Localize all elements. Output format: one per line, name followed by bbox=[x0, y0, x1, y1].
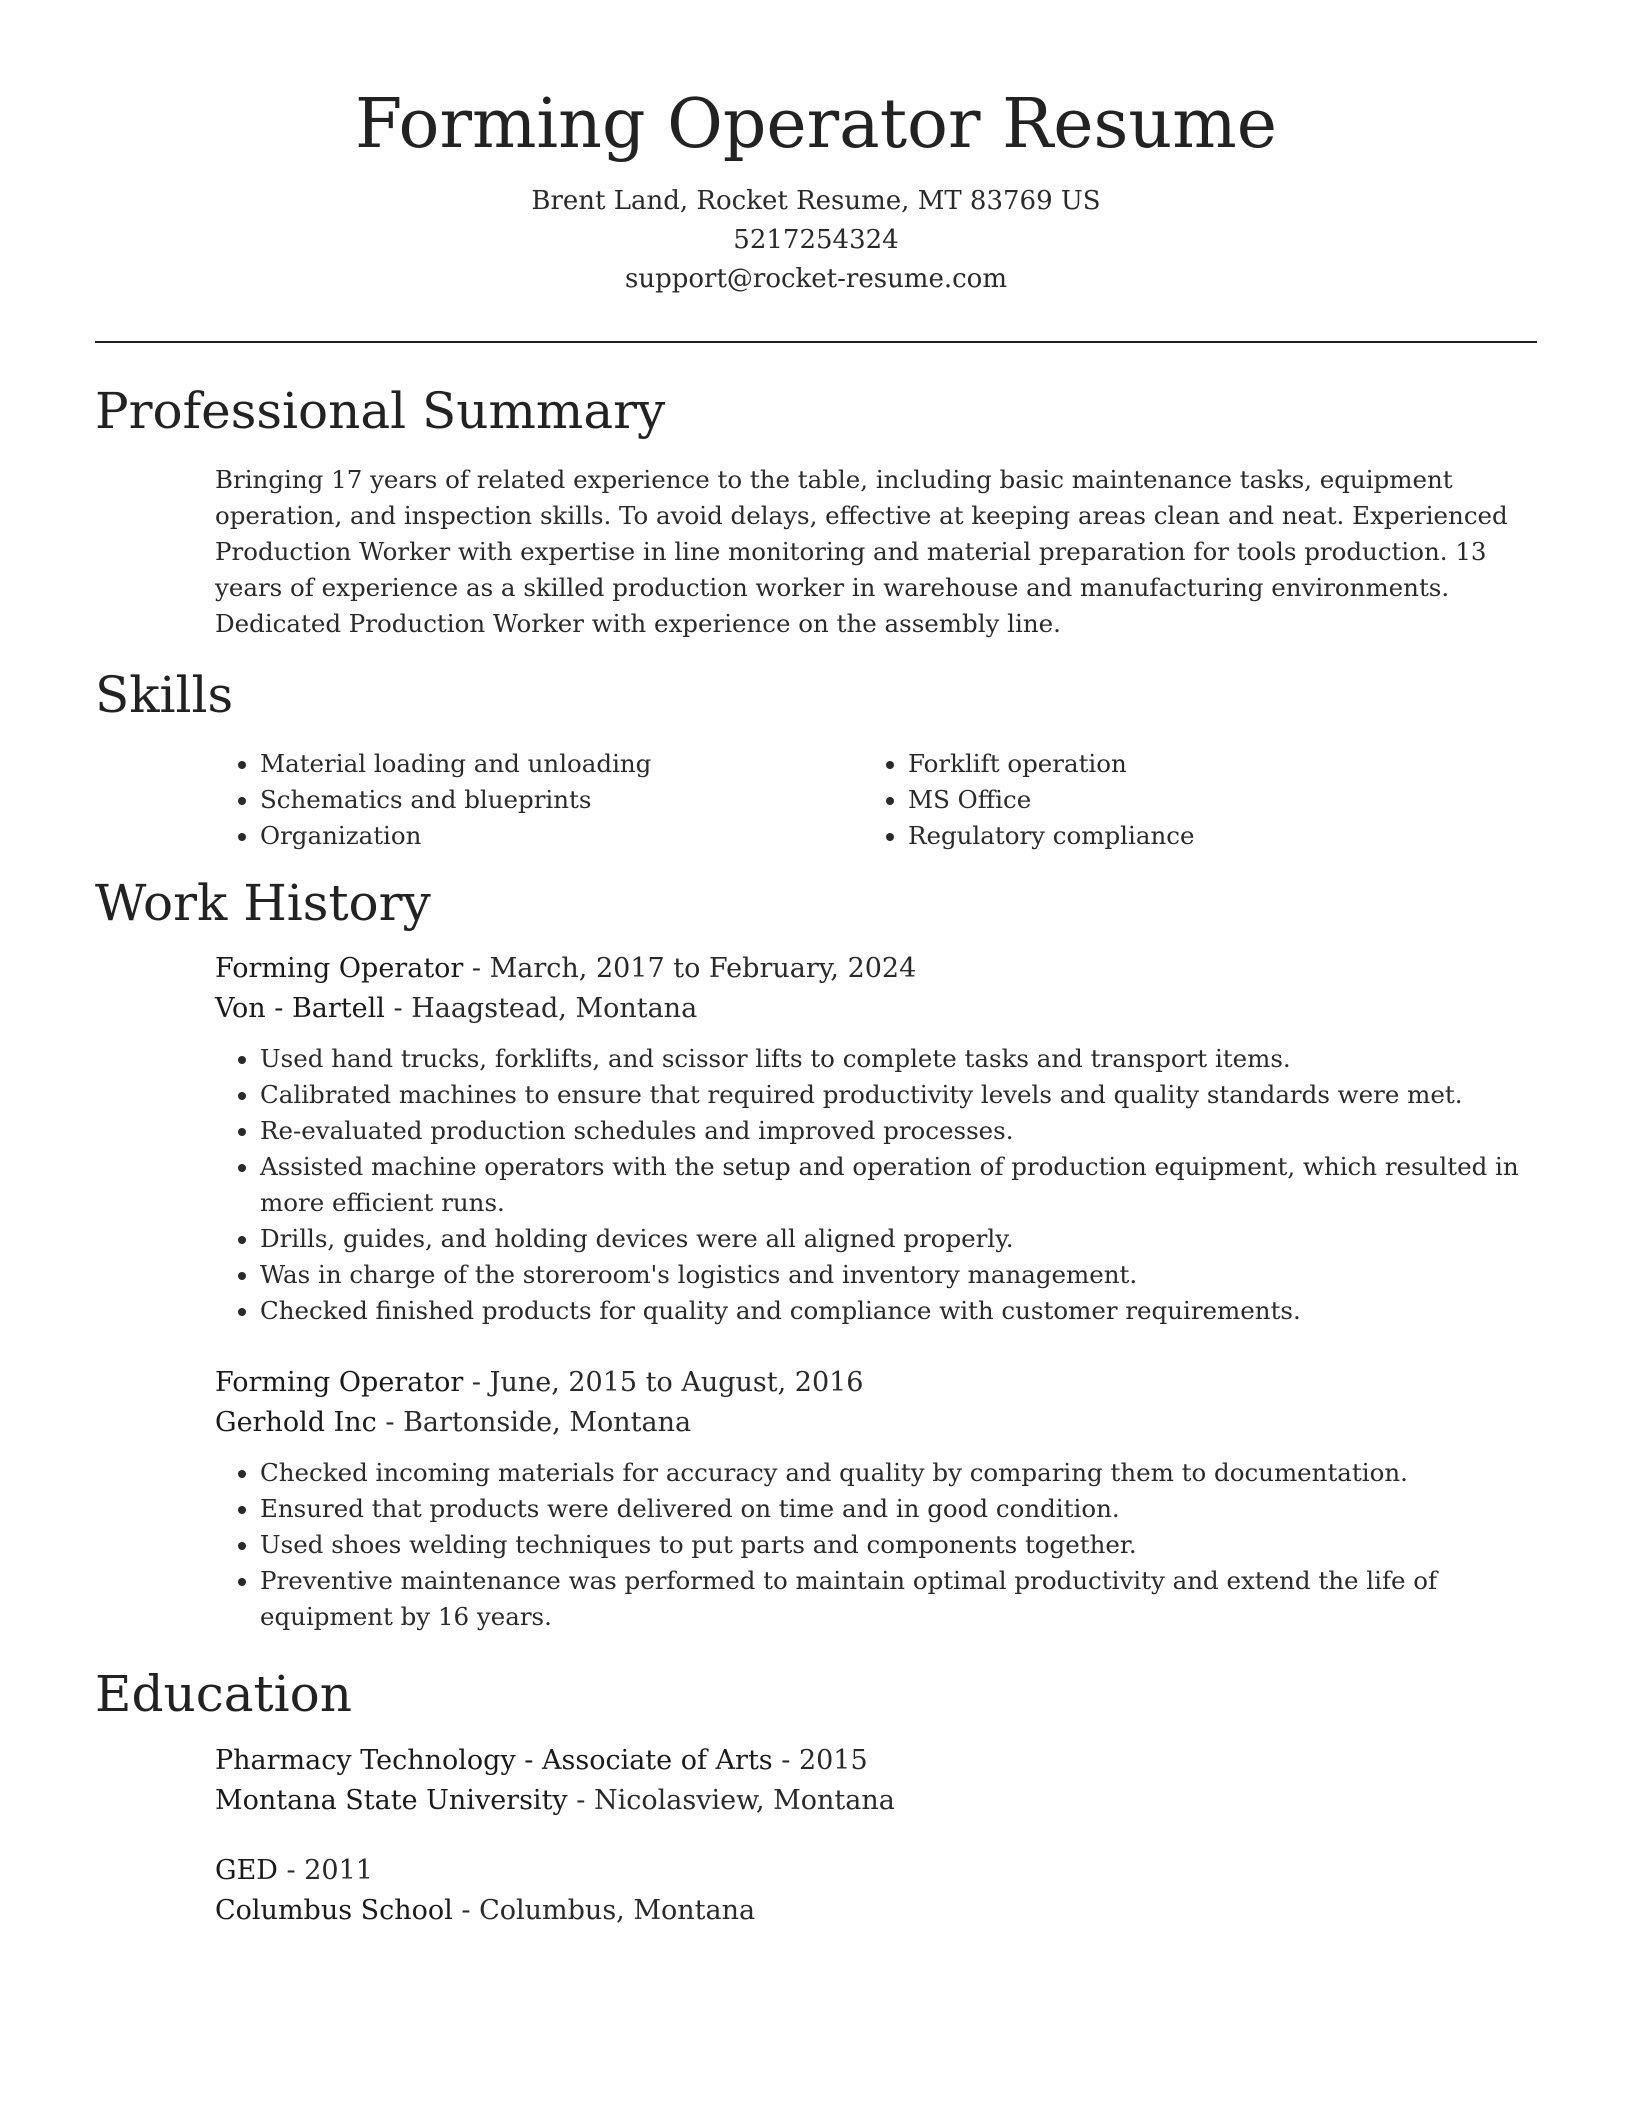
job-title-line bbox=[215, 1363, 1535, 1403]
job-company-line bbox=[215, 989, 1535, 1029]
education-entry bbox=[215, 1851, 1535, 1931]
job-entry bbox=[215, 1363, 1535, 1635]
edu-location: - Nicolasview, Montana bbox=[567, 1785, 895, 1816]
edu-degree: GED bbox=[215, 1855, 278, 1886]
job-role: Forming Operator bbox=[215, 1367, 464, 1398]
section-title-education: Education bbox=[95, 1665, 352, 1723]
job-location: - Bartonside, Montana bbox=[376, 1407, 692, 1438]
duty-item: • Preventive maintenance was performed to maintain optimal productivity and extend the life of equipment by 16 years. bbox=[260, 1563, 1535, 1635]
skill-item: • Regulatory compliance bbox=[908, 818, 1511, 854]
edu-degree-line bbox=[215, 1741, 1535, 1781]
duty-item: • Used shoes welding techniques to put parts and components together. bbox=[260, 1527, 1535, 1563]
contact-address: Brent Land, Rocket Resume, MT 83769 US bbox=[531, 186, 1101, 216]
job-title-line bbox=[215, 949, 1535, 989]
job-entry bbox=[215, 949, 1535, 1329]
edu-school-line bbox=[215, 1891, 1535, 1931]
duty-item: • Ensured that products were delivered on time and in good condition. bbox=[260, 1491, 1535, 1527]
edu-degree: Pharmacy Technology - Associate of Arts bbox=[215, 1745, 773, 1776]
skill-item: • Schematics and blueprints bbox=[260, 782, 863, 818]
edu-year: - 2015 bbox=[772, 1745, 868, 1776]
job-company-line bbox=[215, 1403, 1535, 1443]
resume-header bbox=[95, 80, 1537, 299]
contact-phone: 5217254324 bbox=[733, 225, 899, 255]
skill-item: • Forklift operation bbox=[908, 746, 1511, 782]
contact-email: support@rocket-resume.com bbox=[624, 264, 1007, 294]
duty-item: • Re-evaluated production schedules and improved processes. bbox=[260, 1113, 1535, 1149]
section-title-work: Work History bbox=[95, 874, 431, 932]
duty-item: • Checked incoming materials for accuracy and quality by comparing them to documentation. bbox=[260, 1455, 1535, 1491]
duty-item: • Was in charge of the storeroom's logistics and inventory management. bbox=[260, 1257, 1535, 1293]
summary-text: Bringing 17 years of related experience to the table, including basic maintenance tasks, equipment operation, and inspection skills. To avoid delays, effective at keeping areas clean and neat. Experienced Production Worker with expertise in line monitoring and material preparation for tools production. 13 years of experience as a skilled production worker in warehouse and manufacturing environments. Dedicated Production Worker with experience on the assembly line. bbox=[215, 465, 1508, 638]
job-dates: - March, 2017 to February, 2024 bbox=[463, 953, 917, 984]
skills-column-right bbox=[863, 746, 1511, 854]
education-entry bbox=[215, 1741, 1535, 1821]
duty-item: • Drills, guides, and holding devices were all aligned properly. bbox=[260, 1221, 1535, 1257]
job-role: Forming Operator bbox=[215, 953, 464, 984]
duty-item: • Calibrated machines to ensure that required productivity levels and quality standards were met. bbox=[260, 1077, 1535, 1113]
edu-school: Columbus School bbox=[215, 1895, 453, 1926]
job-company: Von - Bartell bbox=[215, 993, 385, 1024]
job-dates: - June, 2015 to August, 2016 bbox=[463, 1367, 864, 1398]
duty-item: • Assisted machine operators with the setup and operation of production equipment, which resulted in more efficient runs. bbox=[260, 1149, 1535, 1221]
job-location: - Haagstead, Montana bbox=[384, 993, 698, 1024]
duty-item: • Checked finished products for quality and compliance with customer requirements. bbox=[260, 1293, 1535, 1329]
job-duties bbox=[215, 1041, 1535, 1329]
job-duties bbox=[215, 1455, 1535, 1635]
section-title-summary: Professional Summary bbox=[95, 382, 666, 440]
edu-location: - Columbus, Montana bbox=[452, 1895, 756, 1926]
job-company: Gerhold Inc bbox=[215, 1407, 377, 1438]
duty-item: • Used hand trucks, forklifts, and scissor lifts to complete tasks and transport items. bbox=[260, 1041, 1535, 1077]
resume-title: Forming Operator Resume bbox=[355, 85, 1277, 164]
edu-school: Montana State University bbox=[215, 1785, 568, 1816]
skills-column-left bbox=[215, 746, 863, 854]
skills-list bbox=[215, 746, 1535, 854]
section-title-skills: Skills bbox=[95, 666, 234, 724]
contact-block bbox=[95, 182, 1537, 299]
header-divider bbox=[95, 341, 1537, 343]
skill-item: • Material loading and unloading bbox=[260, 746, 863, 782]
edu-year: - 2011 bbox=[277, 1855, 373, 1886]
edu-school-line bbox=[215, 1781, 1535, 1821]
skill-item: • MS Office bbox=[908, 782, 1511, 818]
edu-degree-line bbox=[215, 1851, 1535, 1891]
skill-item: • Organization bbox=[260, 818, 863, 854]
